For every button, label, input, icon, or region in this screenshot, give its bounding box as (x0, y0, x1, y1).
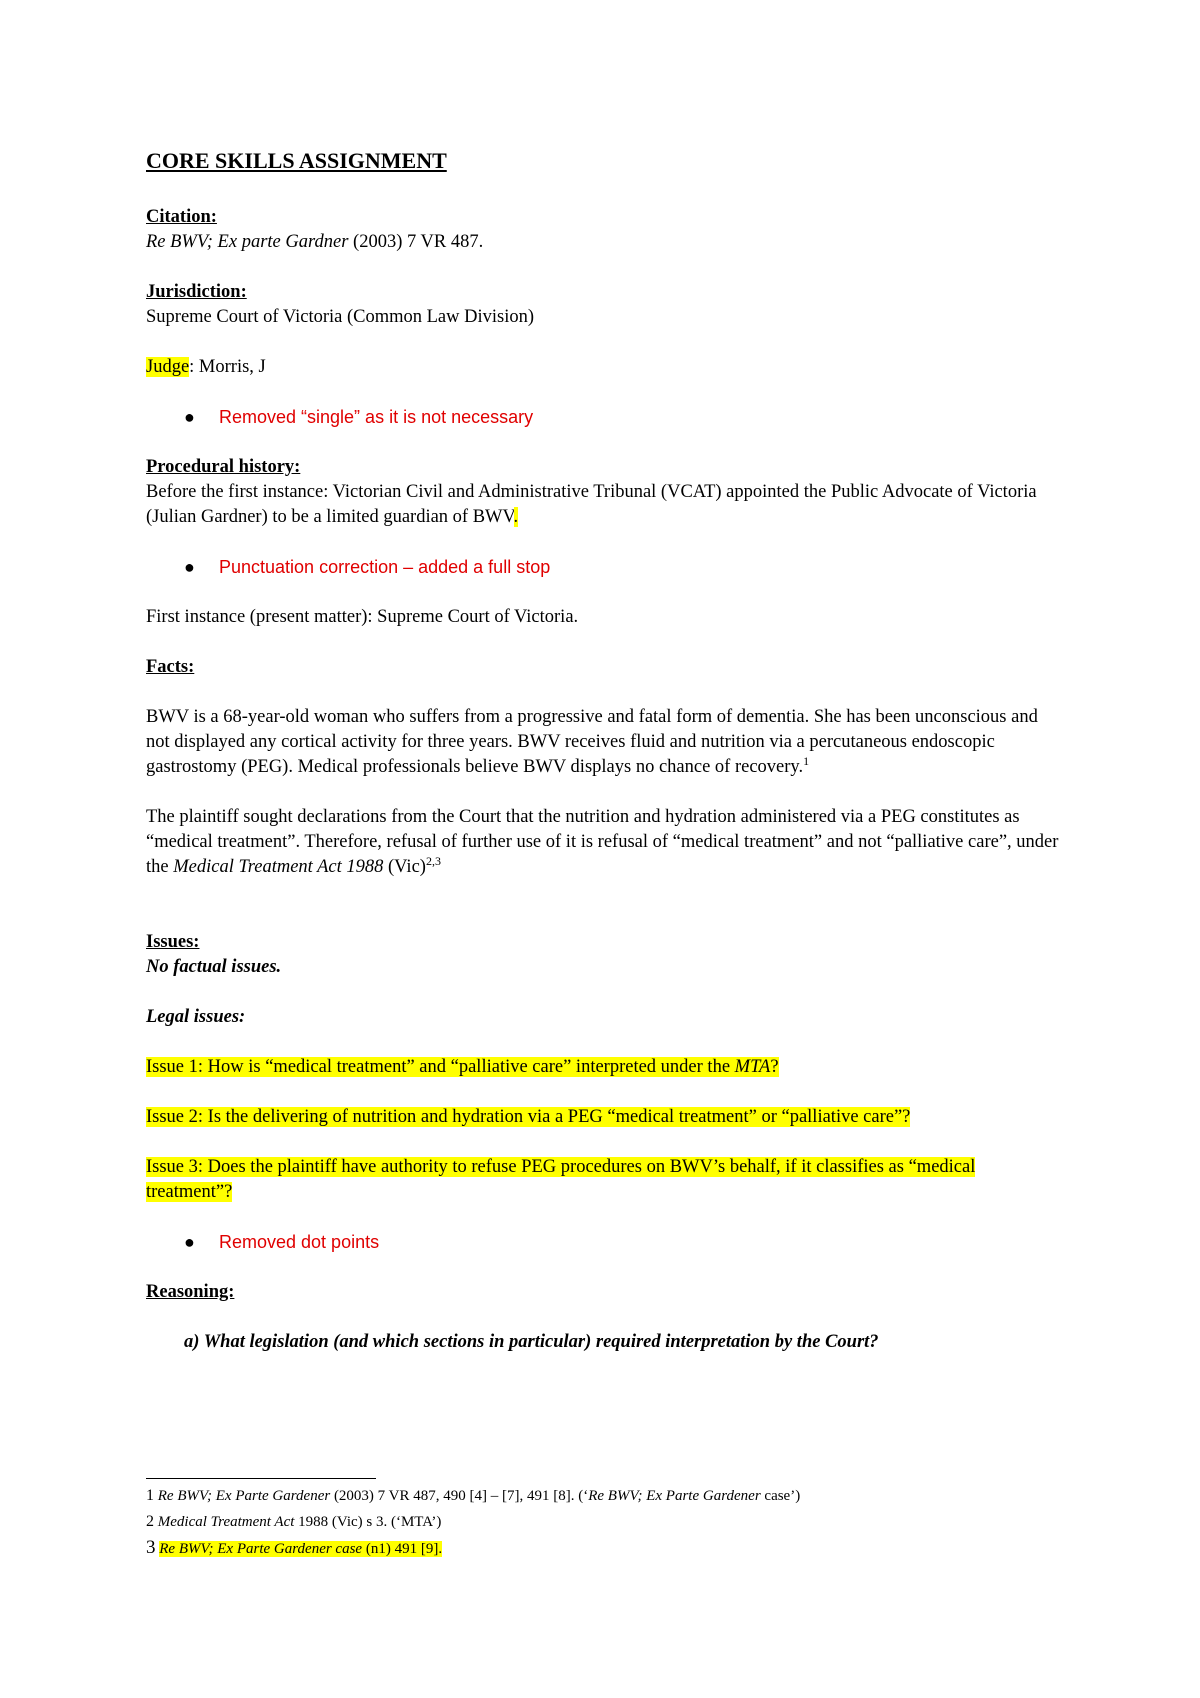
reasoning-label: Reasoning: (146, 1282, 235, 1302)
footnote-ref-1[interactable]: 1 (803, 753, 810, 768)
first-instance-text: First instance (present matter): Supreme Court of Victoria. (146, 607, 579, 627)
note-text: Removed dot points (219, 1232, 380, 1252)
bullet-icon: ● (184, 1232, 195, 1252)
citation-label: Citation: (146, 207, 217, 227)
footnote-2: 2 Medical Treatment Act 1988 (Vic) s 3. (‘MTA’) (146, 1513, 442, 1530)
issue-2: Issue 2: Is the delivering of nutrition and hydration via a PEG “medical treatment” or “palliative care”? (146, 1107, 911, 1127)
issue-1: Issue 1: How is “medical treatment” and “palliative care” interpreted under the MTA? (146, 1057, 779, 1077)
bullet-icon: ● (184, 407, 195, 427)
facts-paragraph-1: BWV is a 68-year-old woman who suffers from a progressive and fatal form of dementia. She has been unconscious and not displayed any cortical activity for three years. BWV receives fluid and nutrition via a percutaneous endoscopic gastrostomy (PEG). Medical professionals believe BWV displays no chance of recovery.$^1$ (146, 707, 1038, 777)
footnote-ref-2-3[interactable]: 2,3 (425, 853, 441, 868)
note-text: Punctuation correction – added a full stop (219, 557, 551, 577)
note-punctuation (146, 555, 1066, 580)
judge-value: : Morris, J (189, 357, 266, 377)
citation-value (146, 230, 1066, 255)
citation-case-name: Re BWV; Ex parte Gardner (146, 232, 349, 252)
judge-line (146, 355, 1066, 380)
note-removed-dot-points (146, 1230, 1066, 1255)
footnote-3: 3 Re BWV; Ex Parte Gardener case (n1) 491 [9]. (146, 1537, 443, 1558)
highlighted-full-stop: . (513, 507, 519, 527)
issues-label: Issues: (146, 932, 200, 952)
act-name: Medical Treatment Act 1988 (173, 857, 384, 877)
document-title: CORE SKILLS ASSIGNMENT (146, 148, 447, 173)
citation-rest: (2003) 7 VR 487. (348, 232, 484, 252)
footnotes (146, 1478, 1066, 1562)
judge-label: Judge (146, 357, 190, 377)
note-removed-single (146, 405, 1066, 430)
issue-3: Issue 3: Does the plaintiff have authority to refuse PEG procedures on BWV’s behalf, if it classifies as “medical treatment”? (146, 1157, 976, 1202)
note-text: Removed “single” as it is not necessary (219, 407, 534, 427)
facts-label: Facts: (146, 657, 195, 677)
footnote-separator (146, 1478, 376, 1479)
reasoning-question-a: a) What legislation (and which sections in particular) required interpretation by the Court? (184, 1332, 879, 1352)
document-body (146, 148, 1066, 1355)
bullet-icon: ● (184, 557, 195, 577)
procedural-history-text: Before the first instance: Victorian Civil and Administrative Tribunal (VCAT) appointed the Public Advocate of Victoria (Julian Gardner) to be a limited guardian of BWV. (146, 482, 1037, 527)
footnote-1: 1 Re BWV; Ex Parte Gardener (2003) 7 VR 487, 490 [4] – [7], 491 [8]. (‘Re BWV; Ex Parte Gardener case’) (146, 1487, 801, 1504)
procedural-history-label: Procedural history: (146, 457, 301, 477)
jurisdiction-label: Jurisdiction: (146, 282, 247, 302)
facts-paragraph-2: The plaintiff sought declarations from the Court that the nutrition and hydration administered via a PEG constitutes as “medical treatment”. Therefore, refusal of further use of it is refusal of “medical treatment” and not “palliative care”, under the Medical Treatment Act 1988 (Vic)$^{2,3}$ (146, 807, 1059, 877)
legal-issues-label: Legal issues: (146, 1007, 246, 1027)
jurisdiction-value: Supreme Court of Victoria (Common Law Division) (146, 307, 535, 327)
factual-issues: No factual issues. (146, 957, 282, 977)
